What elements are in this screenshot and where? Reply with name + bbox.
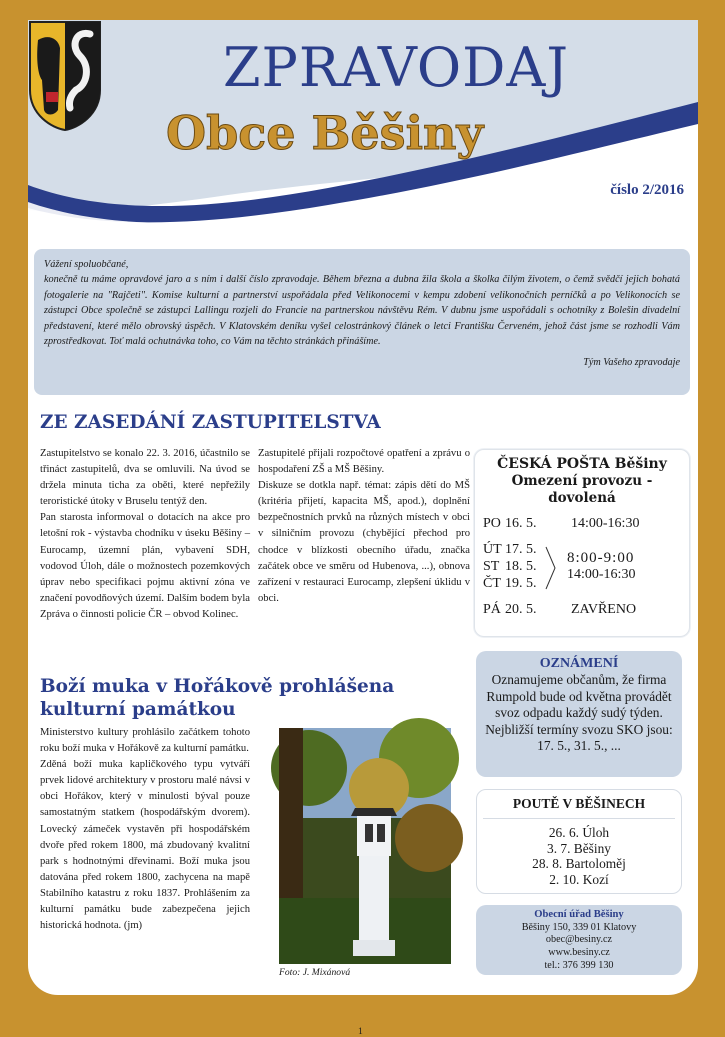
- post-office-box: [474, 449, 690, 637]
- post-office-subtitle: Omezení provozu - dovolená: [511, 473, 653, 506]
- page-number: 1: [358, 1027, 363, 1037]
- announcement-text: Oznamujeme občanům, že firma Rumpold bude od května provádět svoz odpadu každý sudý týden. Nejbližší termíny svozu SKO jsou:: [485, 672, 673, 737]
- announcement-title: OZNÁMENÍ: [539, 656, 619, 671]
- heading-line: kulturní památkou: [40, 699, 236, 720]
- shrine-paragraph: Zděná boží muka kapličkového typu vytváří prvek lidové architektury v prostoru malé návsi v obci Hořákov, který v minulosti býval pouze samostatným statkem (hospodářským dvorem). Lovecký zámeček vystavěn při hospodářském dvoře před rokem 1800, má zbudovaný kvalitní park s hodnotnými dřevinami. Boží muka jsou datována před rokem 1800, zachycena na mapě Stabilního katastru z roku 1837. Prohlášením za kulturní památku bude zabezpečena jejich historická hodnota. (jm): [40, 759, 250, 932]
- post-row-day: ST: [483, 559, 500, 574]
- municipal-crest-icon: [28, 20, 102, 132]
- issue-number: číslo 2/2016: [610, 182, 684, 198]
- council-meeting-heading: ZE ZASEDÁNÍ ZASTUPITELSTVA: [40, 412, 381, 433]
- post-group-time-1: 8:00-9:00: [567, 550, 635, 566]
- council-column-2: [258, 446, 470, 607]
- post-office-title: ČESKÁ POŠTA Běšiny: [497, 456, 667, 472]
- office-web[interactable]: www.besiny.cz: [548, 947, 610, 959]
- intro-greeting: Vážení spoluobčané,: [44, 259, 129, 270]
- newsletter-subtitle: Obce Běšiny: [166, 106, 484, 160]
- post-row-day: ČT: [483, 576, 501, 591]
- post-row-time: 14:00-16:30: [571, 516, 640, 531]
- post-row-day: ÚT: [483, 542, 502, 557]
- newsletter-title: ZPRAVODAJ: [223, 36, 570, 99]
- announcement-box: [476, 651, 682, 777]
- council-column-1: [40, 446, 250, 623]
- pilgrimage-item: 2. 10. Kozí: [549, 871, 609, 887]
- heading-line: Boží muka v Hořákově prohlášena: [40, 676, 395, 697]
- post-group-time-2: 14:00-16:30: [567, 567, 636, 582]
- post-row-date: 18. 5.: [505, 559, 537, 574]
- pilgrimages-title: POUTĚ V BĚŠINECH: [483, 796, 675, 819]
- shrine-paragraph: Ministerstvo kultury prohlásilo začátkem tohoto roku boží muka v Hořákově za kulturní památku.: [40, 727, 250, 755]
- office-phone: tel.: 376 399 130: [544, 959, 614, 971]
- editorial-intro: [34, 249, 690, 395]
- office-title: Obecní úřad Běšiny: [534, 909, 624, 920]
- post-row-day: PO: [483, 516, 501, 531]
- pilgrimage-item: 28. 8. Bartoloměj: [532, 856, 626, 871]
- post-row-date: 20. 5.: [505, 602, 537, 617]
- office-email[interactable]: obec@besiny.cz: [545, 934, 613, 946]
- post-row-date: 17. 5.: [505, 542, 537, 557]
- intro-body: konečně tu máme opravdové jaro a s ním i další číslo zpravodaje. Během března a dubna žila škola a školka čilým životem, o čemž svědčí jejich bohatá fotogalerie na "Rajčeti". Komise kulturní a partnerství uspořádala před Velikonocemi v kempu zdobení velikonočních perníčků a po Velikonocích se zástupci Obce společně se zástupci Lallingu rozjeli do Francie na partnerskou návštěvu Rém. V dubnu jsme uspořádali s ochotníky z Bolešin divadelní představení, které mělo obrovský úspěch. V Klatovském deníku vyšel celostránkový článek o letci Františku Červeném, jehož část jsme se rozhodli Vám zprostředkovat. Toť malá ochutnávka toho, co Vám na těchto stránkách přinášíme.: [44, 274, 680, 348]
- municipal-office-box: [476, 905, 682, 975]
- shrine-article-text: [40, 725, 250, 934]
- council-paragraph: Zastupitelstvo se konalo 22. 3. 2016, účastnilo se třináct zastupitelů, dva se omluvili. Na úvod se držela minuta ticha za oběti, které nepřežily teroristické útoky v Bruselu tentýž den.: [40, 448, 250, 508]
- pilgrimages-box: [476, 789, 682, 894]
- pilgrimage-item: 3. 7. Běšiny: [547, 840, 611, 856]
- announcement-dates: 17. 5., 31. 5., ...: [537, 738, 621, 754]
- council-paragraph: Pan starosta informoval o dotacích na akce pro letošní rok - výstavba chodníku v úseku Běšiny – Eurocamp, územní plán, vybavení SDH, vodovod Úloh, dále o možnostech pozemkových úprav nebo specifikaci pojmu aktivní zóna ve značení povodňových území. Dalším bodem byla Zpráva o činnosti policie ČR – obvod Kolinec.: [40, 512, 250, 620]
- council-paragraph: Zastupitelé přijali rozpočtové opatření a zprávu o hospodaření ZŠ a MŠ Běšiny.: [258, 448, 470, 476]
- post-row-time: ZAVŘENO: [571, 602, 637, 617]
- wayside-shrine-heading: [40, 675, 394, 721]
- bracket-icon: [545, 546, 557, 590]
- office-address: Běšiny 150, 339 01 Klatovy: [521, 921, 637, 933]
- council-paragraph: Diskuze se dotkla např. témat: zápis dětí do MŠ (kritéria přijetí, kapacita MŠ, apod.), doplnění bezpečnostních prvků na různých místech v obci v silničním provozu (chybějící přechod pro chodce v blízkosti obecního úřadu, značka začátek obce ve směru od Hubenova, ...), obnova zařízení v restauraci Eurocamp, zlepšení úklidu v obci.: [258, 480, 470, 604]
- shrine-photo: [279, 728, 451, 964]
- pilgrimage-item: 26. 6. Úloh: [548, 825, 610, 840]
- post-row-date: 16. 5.: [505, 516, 537, 531]
- post-row-day: PÁ: [483, 602, 501, 617]
- intro-signature: Tým Vašeho zpravodaje: [583, 357, 680, 369]
- post-row-date: 19. 5.: [505, 576, 537, 591]
- photo-caption: Foto: J. Mixánová: [279, 967, 351, 978]
- newsletter-page: [28, 20, 698, 1037]
- masthead: [28, 20, 698, 245]
